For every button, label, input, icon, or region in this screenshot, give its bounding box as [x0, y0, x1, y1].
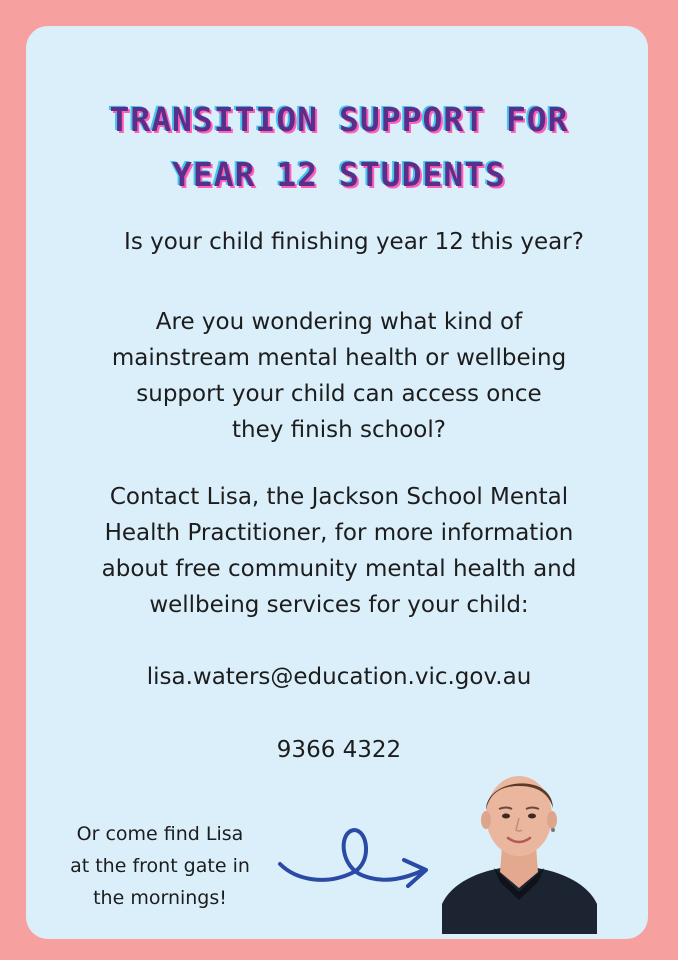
- front-gate-note: [40, 818, 280, 914]
- phone-number[interactable]: 9366 4322: [276, 737, 402, 763]
- wondering-line: they finish school?: [232, 417, 446, 443]
- curly-arrow-icon: [276, 820, 436, 900]
- wondering-line: mainstream mental health or wellbeing: [111, 345, 567, 371]
- contact-line: Contact Lisa, the Jackson School Mental: [109, 484, 569, 510]
- title-line-2: YEAR 12 STUDENTS: [172, 155, 506, 194]
- title-line-1: TRANSITION SUPPORT FOR: [109, 100, 569, 139]
- wondering-line: Are you wondering what kind of: [155, 309, 523, 335]
- contact-line: Health Practitioner, for more information: [104, 520, 574, 546]
- contact-line: about free community mental health and: [101, 556, 577, 582]
- contact-line: wellbeing services for your child:: [149, 592, 529, 618]
- contact-paragraph: [0, 479, 678, 623]
- wondering-paragraph: [0, 304, 678, 448]
- email-address[interactable]: lisa.waters@education.vic.gov.au: [146, 664, 532, 690]
- lisa-portrait: [442, 764, 597, 934]
- portrait-image: [442, 764, 597, 934]
- question-text: Is your child finishing year 12 this year?: [124, 229, 584, 255]
- note-line: Or come find Lisa: [76, 823, 244, 845]
- wondering-line: support your child can access once: [136, 381, 542, 407]
- note-line: the mornings!: [93, 887, 227, 909]
- note-line: at the front gate in: [70, 855, 250, 877]
